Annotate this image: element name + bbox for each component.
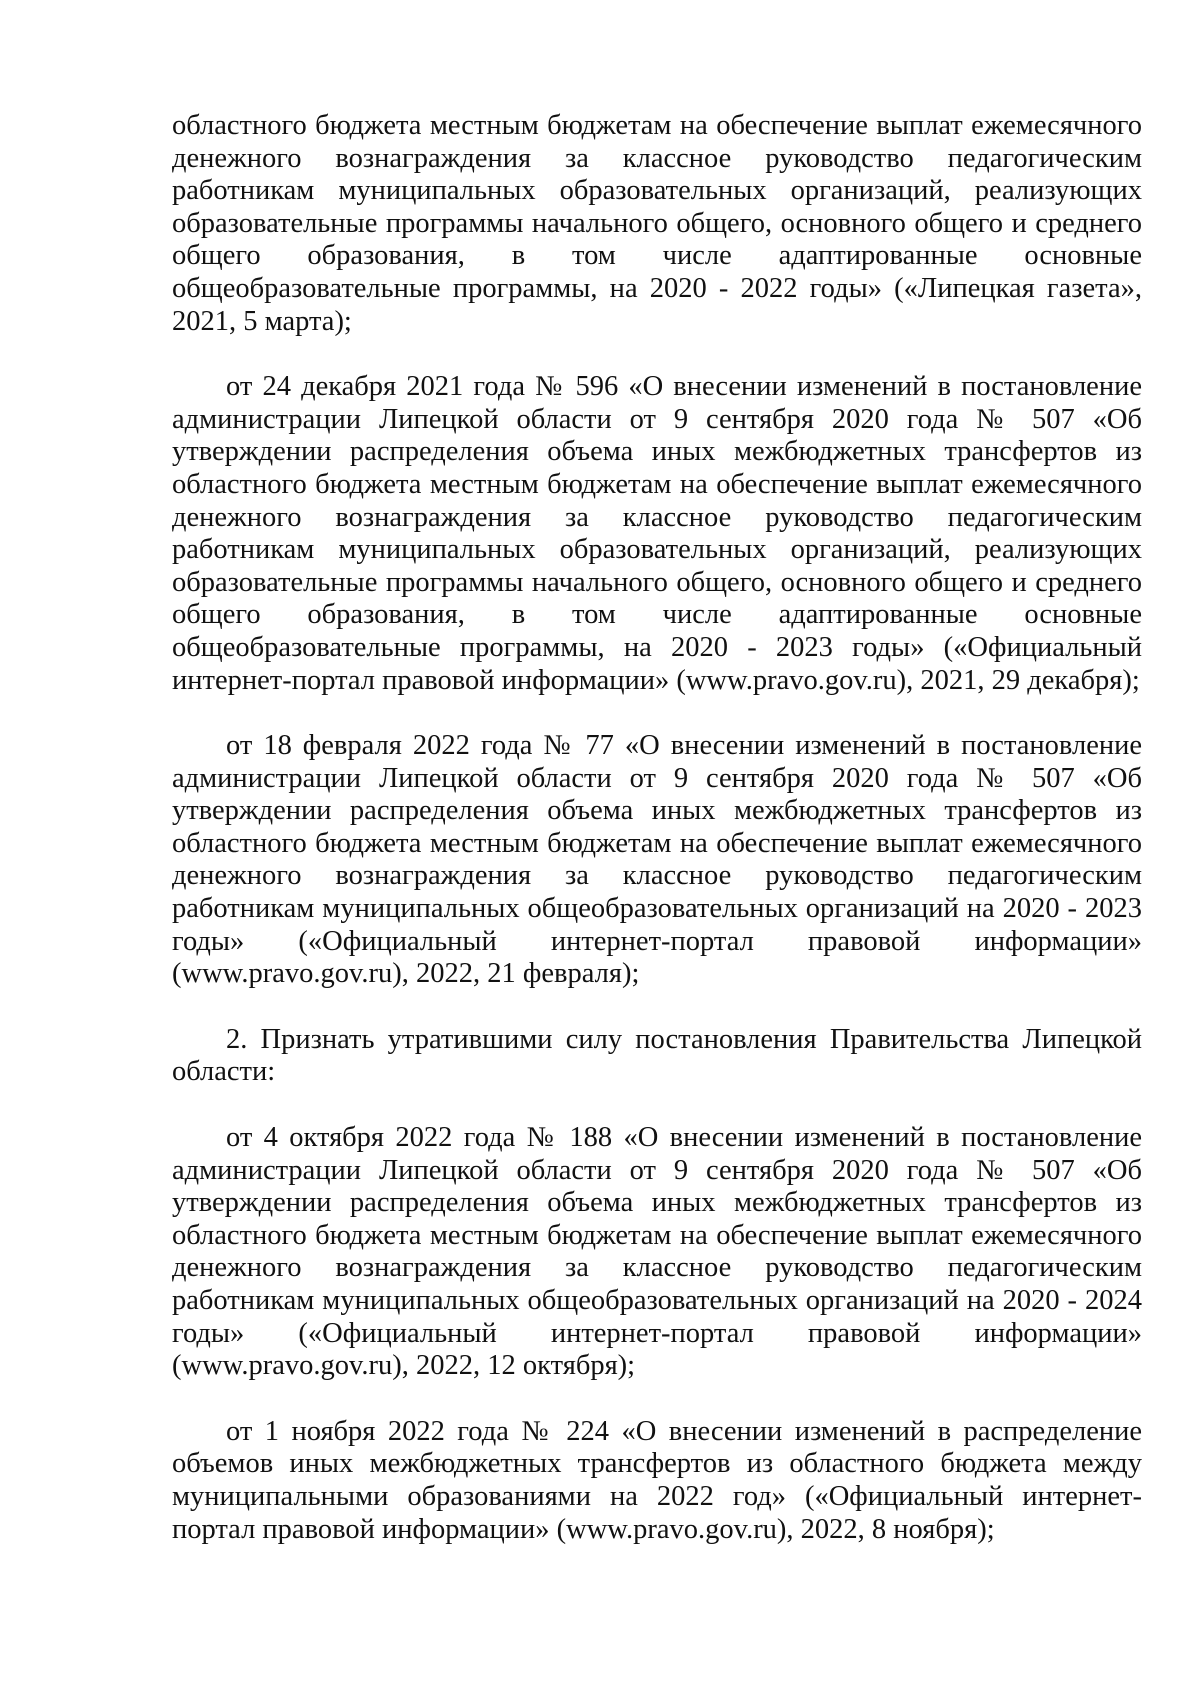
paragraph-resolution-77: от 18 февраля 2022 года № 77 «О внесении изменений в постановление администрации Липецкой области от 9 сентября 2020 года № 507 «Об утверждении распределения объема иных межбюджетных трансфертов из областного бюджета местным бюджетам на обеспечение выплат ежемесячного денежного вознаграждения за классное руководство педагогическим работникам муниципальных общеобразовательных организаций на 2020 - 2023 годы» («Официальный интернет-портал правовой информации» (www.pravo.gov.ru), 2022, 21 февраля); — [172, 730, 1142, 990]
paragraph-item-2: 2. Признать утратившими силу постановления Правительства Липецкой области: — [172, 1023, 1142, 1088]
paragraph-continuation: областного бюджета местным бюджетам на обеспечение выплат ежемесячного денежного вознаграждения за классное руководство педагогическим работникам муниципальных образовательных организаций, реализующих образовательные программы начального общего, основного общего и среднего общего образования, в том числе адаптированные основные общеобразовательные программы, на 2020 - 2022 годы» («Липецкая газета», 2021, 5 марта); — [172, 110, 1142, 337]
document-page — [172, 110, 1142, 1546]
paragraph-resolution-224: от 1 ноября 2022 года № 224 «О внесении изменений в распределение объемов иных межбюджетных трансфертов из областного бюджета между муниципальными образованиями на 2022 год» («Официальный интернет-портал правовой информации» (www.pravo.gov.ru), 2022, 8 ноября); — [172, 1415, 1142, 1545]
paragraph-resolution-188: от 4 октября 2022 года № 188 «О внесении изменений в постановление администрации Липецкой области от 9 сентября 2020 года № 507 «Об утверждении распределения объема иных межбюджетных трансфертов из областного бюджета местным бюджетам на обеспечение выплат ежемесячного денежного вознаграждения за классное руководство педагогическим работникам муниципальных общеобразовательных организаций на 2020 - 2024 годы» («Официальный интернет-портал правовой информации» (www.pravo.gov.ru), 2022, 12 октября); — [172, 1122, 1142, 1382]
paragraph-resolution-596: от 24 декабря 2021 года № 596 «О внесении изменений в постановление администрации Липецкой области от 9 сентября 2020 года № 507 «Об утверждении распределения объема иных межбюджетных трансфертов из областного бюджета местным бюджетам на обеспечение выплат ежемесячного денежного вознаграждения за классное руководство педагогическим работникам муниципальных образовательных организаций, реализующих образовательные программы начального общего, основного общего и среднего общего образования, в том числе адаптированные основные общеобразовательные программы, на 2020 - 2023 годы» («Официальный интернет-портал правовой информации» (www.pravo.gov.ru), 2021, 29 декабря); — [172, 371, 1142, 696]
